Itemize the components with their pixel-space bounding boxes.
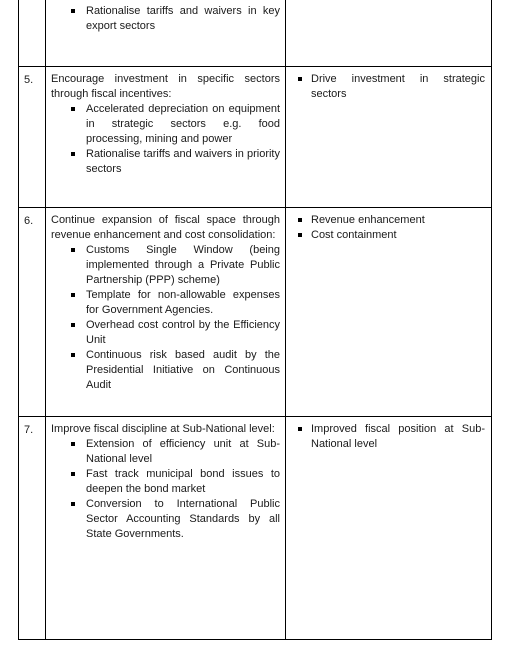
bullet-icon [71, 323, 75, 327]
measure-text: Rationalise tariffs and waivers in key export sectors [86, 5, 280, 32]
row-number-cell [19, 0, 46, 66]
table-row-5 [18, 66, 492, 208]
list-item [69, 147, 280, 177]
bullet-icon [298, 233, 302, 237]
bullet-icon [71, 248, 75, 252]
measure-text: Conversion to International Public Sector Accounting Standards by all State Governments. [86, 498, 280, 540]
bullet-icon [71, 442, 75, 446]
measures-cell [46, 417, 286, 639]
table-row-6 [18, 207, 492, 417]
outcome-text: Cost containment [311, 229, 397, 241]
list-item [294, 228, 485, 243]
row-number-cell [19, 208, 46, 416]
measures-cell [46, 0, 286, 66]
measure-text: Fast track municipal bond issues to deepen the bond market [86, 468, 280, 495]
bullet-icon [298, 77, 302, 81]
bullet-icon [298, 218, 302, 222]
list-item [294, 72, 485, 102]
bullet-icon [298, 427, 302, 431]
outcomes-list [294, 213, 485, 243]
row-number: 5. [24, 74, 34, 86]
measures-list [51, 102, 280, 177]
outcomes-list [294, 72, 485, 102]
measure-text: Accelerated depreciation on equipment in strategic sectors e.g. food processing, mining and power [86, 103, 280, 145]
row-number-cell [19, 417, 46, 639]
list-item [294, 213, 485, 228]
bullet-icon [71, 472, 75, 476]
objective-text: Encourage investment in specific sectors through fiscal incentives: [51, 73, 280, 100]
bullet-icon [71, 107, 75, 111]
bullet-icon [71, 353, 75, 357]
list-item [69, 497, 280, 542]
outcomes-cell [286, 208, 491, 416]
row-number: 6. [24, 215, 34, 227]
measures-list [51, 4, 280, 34]
measure-text: Overhead cost control by the Efficiency Unit [86, 319, 280, 346]
objective-text: Continue expansion of fiscal space through revenue enhancement and cost consolidation: [51, 214, 280, 241]
list-item [69, 348, 280, 393]
outcome-text: Revenue enhancement [311, 214, 425, 226]
list-item [294, 422, 485, 452]
bullet-icon [71, 502, 75, 506]
outcomes-cell [286, 67, 491, 207]
measure-text: Rationalise tariffs and waivers in priority sectors [86, 148, 280, 175]
policy-table [18, 0, 492, 640]
table-row-7 [18, 416, 492, 640]
outcome-text: Improved fiscal position at Sub-National level [311, 423, 485, 450]
list-item [69, 288, 280, 318]
measures-cell [46, 67, 286, 207]
measure-text: Template for non-allowable expenses for Government Agencies. [86, 289, 280, 316]
outcome-text: Drive investment in strategic sectors [311, 73, 485, 100]
measures-list [51, 437, 280, 542]
bullet-icon [71, 152, 75, 156]
list-item [69, 467, 280, 497]
row-number-cell [19, 67, 46, 207]
measure-text: Continuous risk based audit by the Presidential Initiative on Continuous Audit [86, 349, 280, 391]
outcomes-cell [286, 417, 491, 639]
bullet-icon [71, 293, 75, 297]
table-row-continuation [18, 0, 492, 67]
list-item [69, 318, 280, 348]
measure-text: Extension of efficiency unit at Sub-National level [86, 438, 280, 465]
list-item [69, 437, 280, 467]
row-number: 7. [24, 424, 34, 436]
list-item [69, 243, 280, 288]
measures-cell [46, 208, 286, 416]
outcomes-cell [286, 0, 491, 66]
bullet-icon [71, 9, 75, 13]
outcomes-list [294, 422, 485, 452]
list-item [69, 102, 280, 147]
measure-text: Customs Single Window (being implemented through a Private Public Partnership (PPP) scheme) [86, 244, 280, 286]
objective-text: Improve fiscal discipline at Sub-National level: [51, 423, 275, 435]
measures-list [51, 243, 280, 393]
list-item [69, 4, 280, 34]
